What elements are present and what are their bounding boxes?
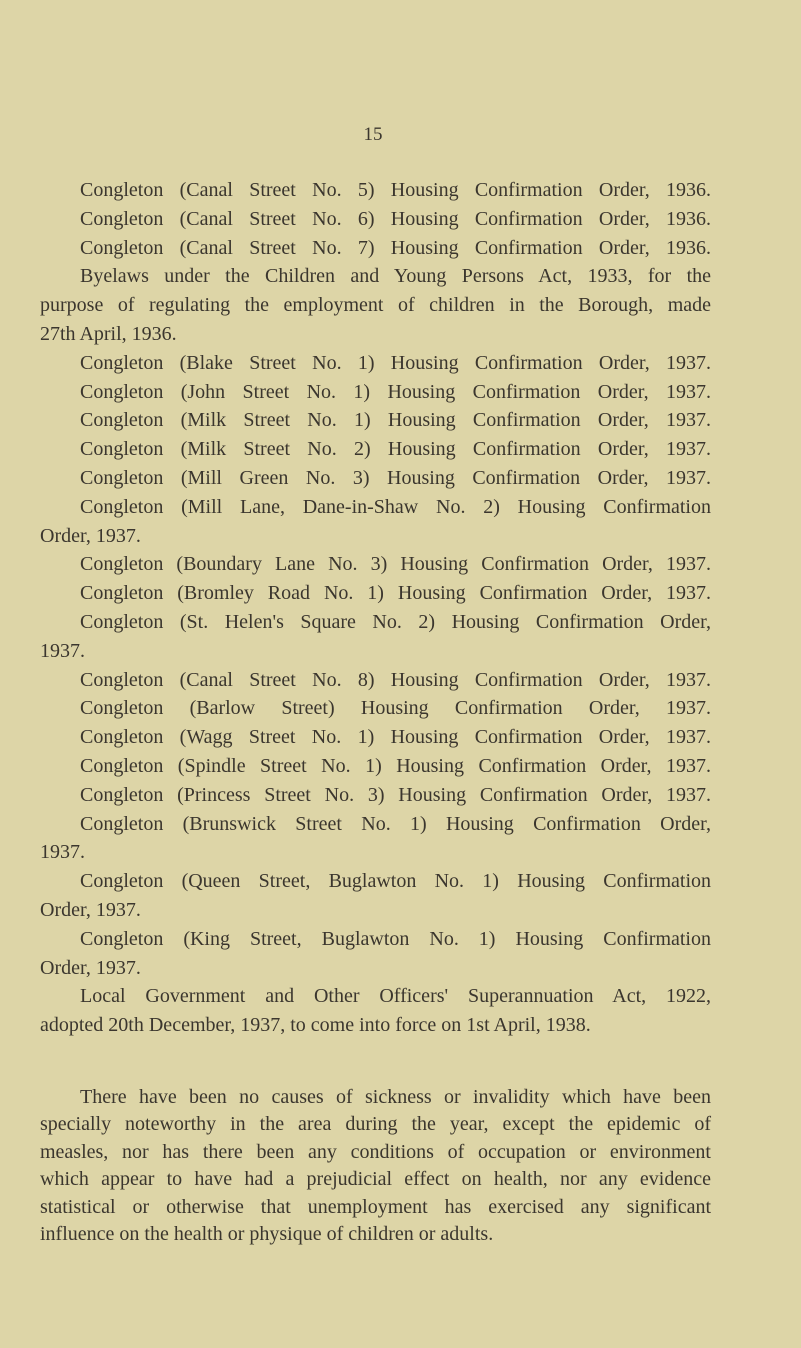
order-line: Congleton (Mill Green No. 3) Housing Confirmation Order, 1937.: [80, 467, 711, 489]
order-line: Order, 1937.: [40, 956, 141, 979]
order-line: Byelaws under the Children and Young Persons Act, 1933, for the: [80, 265, 711, 288]
order-line: Congleton (Mill Lane, Dane-in-Shaw No. 2) Housing Confirmation: [80, 495, 711, 518]
order-line: Congleton (Milk Street No. 1) Housing Confirmation Order, 1937.: [80, 409, 711, 432]
order-line: 27th April, 1936.: [40, 323, 177, 345]
order-line: Congleton (Spindle Street No. 1) Housing Confirmation Order, 1937.: [80, 755, 711, 777]
order-line: Congleton (Wagg Street No. 1) Housing Confirmation Order, 1937.: [80, 726, 711, 749]
order-line: Congleton (Blake Street No. 1) Housing Confirmation Order, 1937.: [80, 351, 711, 374]
order-line: Congleton (Brunswick Street No. 1) Housing Confirmation Order,: [80, 812, 711, 835]
order-line: Local Government and Other Officers' Superannuation Act, 1922,: [80, 985, 711, 1008]
order-line: adopted 20th December, 1937, to come into force on 1st April, 1938.: [40, 1014, 591, 1037]
page-number: 15: [363, 124, 383, 145]
order-line: 1937.: [40, 841, 85, 864]
order-line: Order, 1937.: [40, 899, 141, 921]
order-line: Congleton (Canal Street No. 6) Housing Confirmation Order, 1936.: [80, 207, 711, 230]
paragraph-line: measles, nor has there been any conditions of occupation or environment: [40, 1140, 711, 1163]
order-line: purpose of regulating the employment of children in the Borough, made: [40, 294, 711, 317]
order-line: Congleton (St. Helen's Square No. 2) Housing Confirmation Order,: [80, 611, 711, 633]
paragraph-line: There have been no causes of sickness or invalidity which have been: [80, 1086, 711, 1108]
order-line: Congleton (Canal Street No. 8) Housing Confirmation Order, 1937.: [80, 668, 711, 691]
order-line: 1937.: [40, 639, 85, 662]
order-line: Congleton (Canal Street No. 5) Housing Confirmation Order, 1936.: [80, 179, 711, 201]
paragraph-line: influence on the health or physique of children or adults.: [40, 1223, 494, 1245]
paragraph-line: specially noteworthy in the area during the year, except the epidemic of: [40, 1113, 711, 1136]
order-line: Congleton (John Street No. 1) Housing Confirmation Order, 1937.: [80, 380, 711, 403]
order-line: Congleton (Bromley Road No. 1) Housing Confirmation Order, 1937.: [80, 582, 711, 605]
order-line: Congleton (Queen Street, Buglawton No. 1) Housing Confirmation: [80, 870, 711, 893]
order-line: Congleton (Princess Street No. 3) Housing Confirmation Order, 1937.: [80, 783, 711, 806]
order-line: Congleton (Boundary Lane No. 3) Housing Confirmation Order, 1937.: [80, 553, 711, 576]
order-line: Congleton (Canal Street No. 7) Housing Confirmation Order, 1936.: [80, 236, 711, 259]
order-line: Congleton (Barlow Street) Housing Confirmation Order, 1937.: [80, 697, 711, 720]
order-line: Congleton (Milk Street No. 2) Housing Confirmation Order, 1937.: [80, 438, 711, 461]
paragraph-line: which appear to have had a prejudicial effect on health, nor any evidence: [40, 1168, 711, 1191]
paragraph-line: statistical or otherwise that unemployment has exercised any significant: [40, 1195, 711, 1218]
order-line: Order, 1937.: [40, 524, 141, 547]
order-line: Congleton (King Street, Buglawton No. 1) Housing Confirmation: [80, 927, 711, 950]
